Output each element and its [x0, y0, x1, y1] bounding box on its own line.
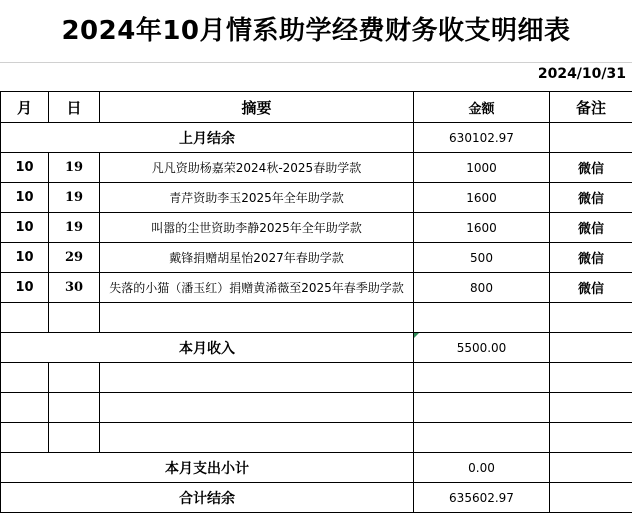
header-month: 月 [1, 92, 49, 123]
header-memo: 备注 [550, 92, 632, 123]
entry-summary: 凡凡资助杨嘉荣2024秋-2025春助学款 [100, 153, 414, 183]
empty-cell [1, 393, 49, 423]
prev-balance-memo [550, 123, 632, 153]
entry-day: 30 [49, 273, 100, 303]
empty-cell [550, 303, 632, 333]
prev-balance-amount: 630102.97 [414, 123, 550, 153]
empty-cell [100, 363, 414, 393]
empty-cell [550, 423, 632, 453]
expense-amount: 0.00 [414, 453, 550, 483]
table-row [1, 183, 632, 213]
table-row [1, 273, 632, 303]
entry-memo: 微信 [550, 183, 632, 213]
entry-month: 10 [1, 213, 49, 243]
entry-month: 10 [1, 273, 49, 303]
empty-cell [100, 423, 414, 453]
empty-cell [100, 393, 414, 423]
entry-day: 19 [49, 183, 100, 213]
report-date: 2024/10/31 [537, 66, 626, 82]
header-day: 日 [49, 92, 100, 123]
header-summary: 摘要 [100, 92, 414, 123]
entry-day: 19 [49, 213, 100, 243]
entry-memo: 微信 [550, 273, 632, 303]
entry-amount: 500 [414, 243, 550, 273]
page-title: 2024年10月情系助学经费财务收支明细表 [61, 16, 571, 46]
entry-memo: 微信 [550, 213, 632, 243]
entry-summary: 叫嚣的尘世资助李静2025年全年助学款 [100, 213, 414, 243]
empty-cell [1, 363, 49, 393]
table-row [1, 153, 632, 183]
empty-cell [550, 393, 632, 423]
header-amount: 金额 [414, 92, 550, 123]
total-row [1, 483, 632, 513]
entry-day: 19 [49, 153, 100, 183]
empty-cell [414, 423, 550, 453]
empty-cell [1, 423, 49, 453]
divider [0, 62, 632, 63]
expense-row [1, 453, 632, 483]
income-label: 本月收入 [1, 333, 414, 363]
empty-row [1, 393, 632, 423]
empty-row [1, 303, 632, 333]
entry-amount: 1000 [414, 153, 550, 183]
total-label: 合计结余 [1, 483, 414, 513]
header-row [1, 92, 632, 123]
empty-cell [100, 303, 414, 333]
prev-balance-row [1, 123, 632, 153]
total-amount: 635602.97 [414, 483, 550, 513]
entry-summary: 失落的小猫（潘玉红）捐赠黄浠薇至2025年春季助学款 [100, 273, 414, 303]
entry-amount: 1600 [414, 183, 550, 213]
prev-balance-label: 上月结余 [1, 123, 414, 153]
empty-cell [550, 363, 632, 393]
entry-month: 10 [1, 183, 49, 213]
empty-cell [49, 303, 100, 333]
entry-month: 10 [1, 153, 49, 183]
entry-day: 29 [49, 243, 100, 273]
empty-cell [1, 303, 49, 333]
expense-memo [550, 453, 632, 483]
table-row [1, 213, 632, 243]
empty-cell [49, 363, 100, 393]
expense-label: 本月支出小计 [1, 453, 414, 483]
empty-cell [414, 363, 550, 393]
entry-memo: 微信 [550, 153, 632, 183]
income-row [1, 333, 632, 363]
income-amount [414, 333, 550, 363]
entry-summary: 青芹资助李玉2025年全年助学款 [100, 183, 414, 213]
entry-amount: 1600 [414, 213, 550, 243]
entry-memo: 微信 [550, 243, 632, 273]
entry-summary: 戴锋捐赠胡星怡2027年春助学款 [100, 243, 414, 273]
empty-cell [414, 393, 550, 423]
entry-month: 10 [1, 243, 49, 273]
total-memo [550, 483, 632, 513]
entry-amount: 800 [414, 273, 550, 303]
empty-row [1, 363, 632, 393]
ledger-table [0, 91, 632, 513]
empty-cell [49, 423, 100, 453]
empty-cell [49, 393, 100, 423]
income-amount-text: 5500.00 [456, 340, 507, 355]
income-memo [550, 333, 632, 363]
empty-cell [414, 303, 550, 333]
empty-row [1, 423, 632, 453]
table-row [1, 243, 632, 273]
